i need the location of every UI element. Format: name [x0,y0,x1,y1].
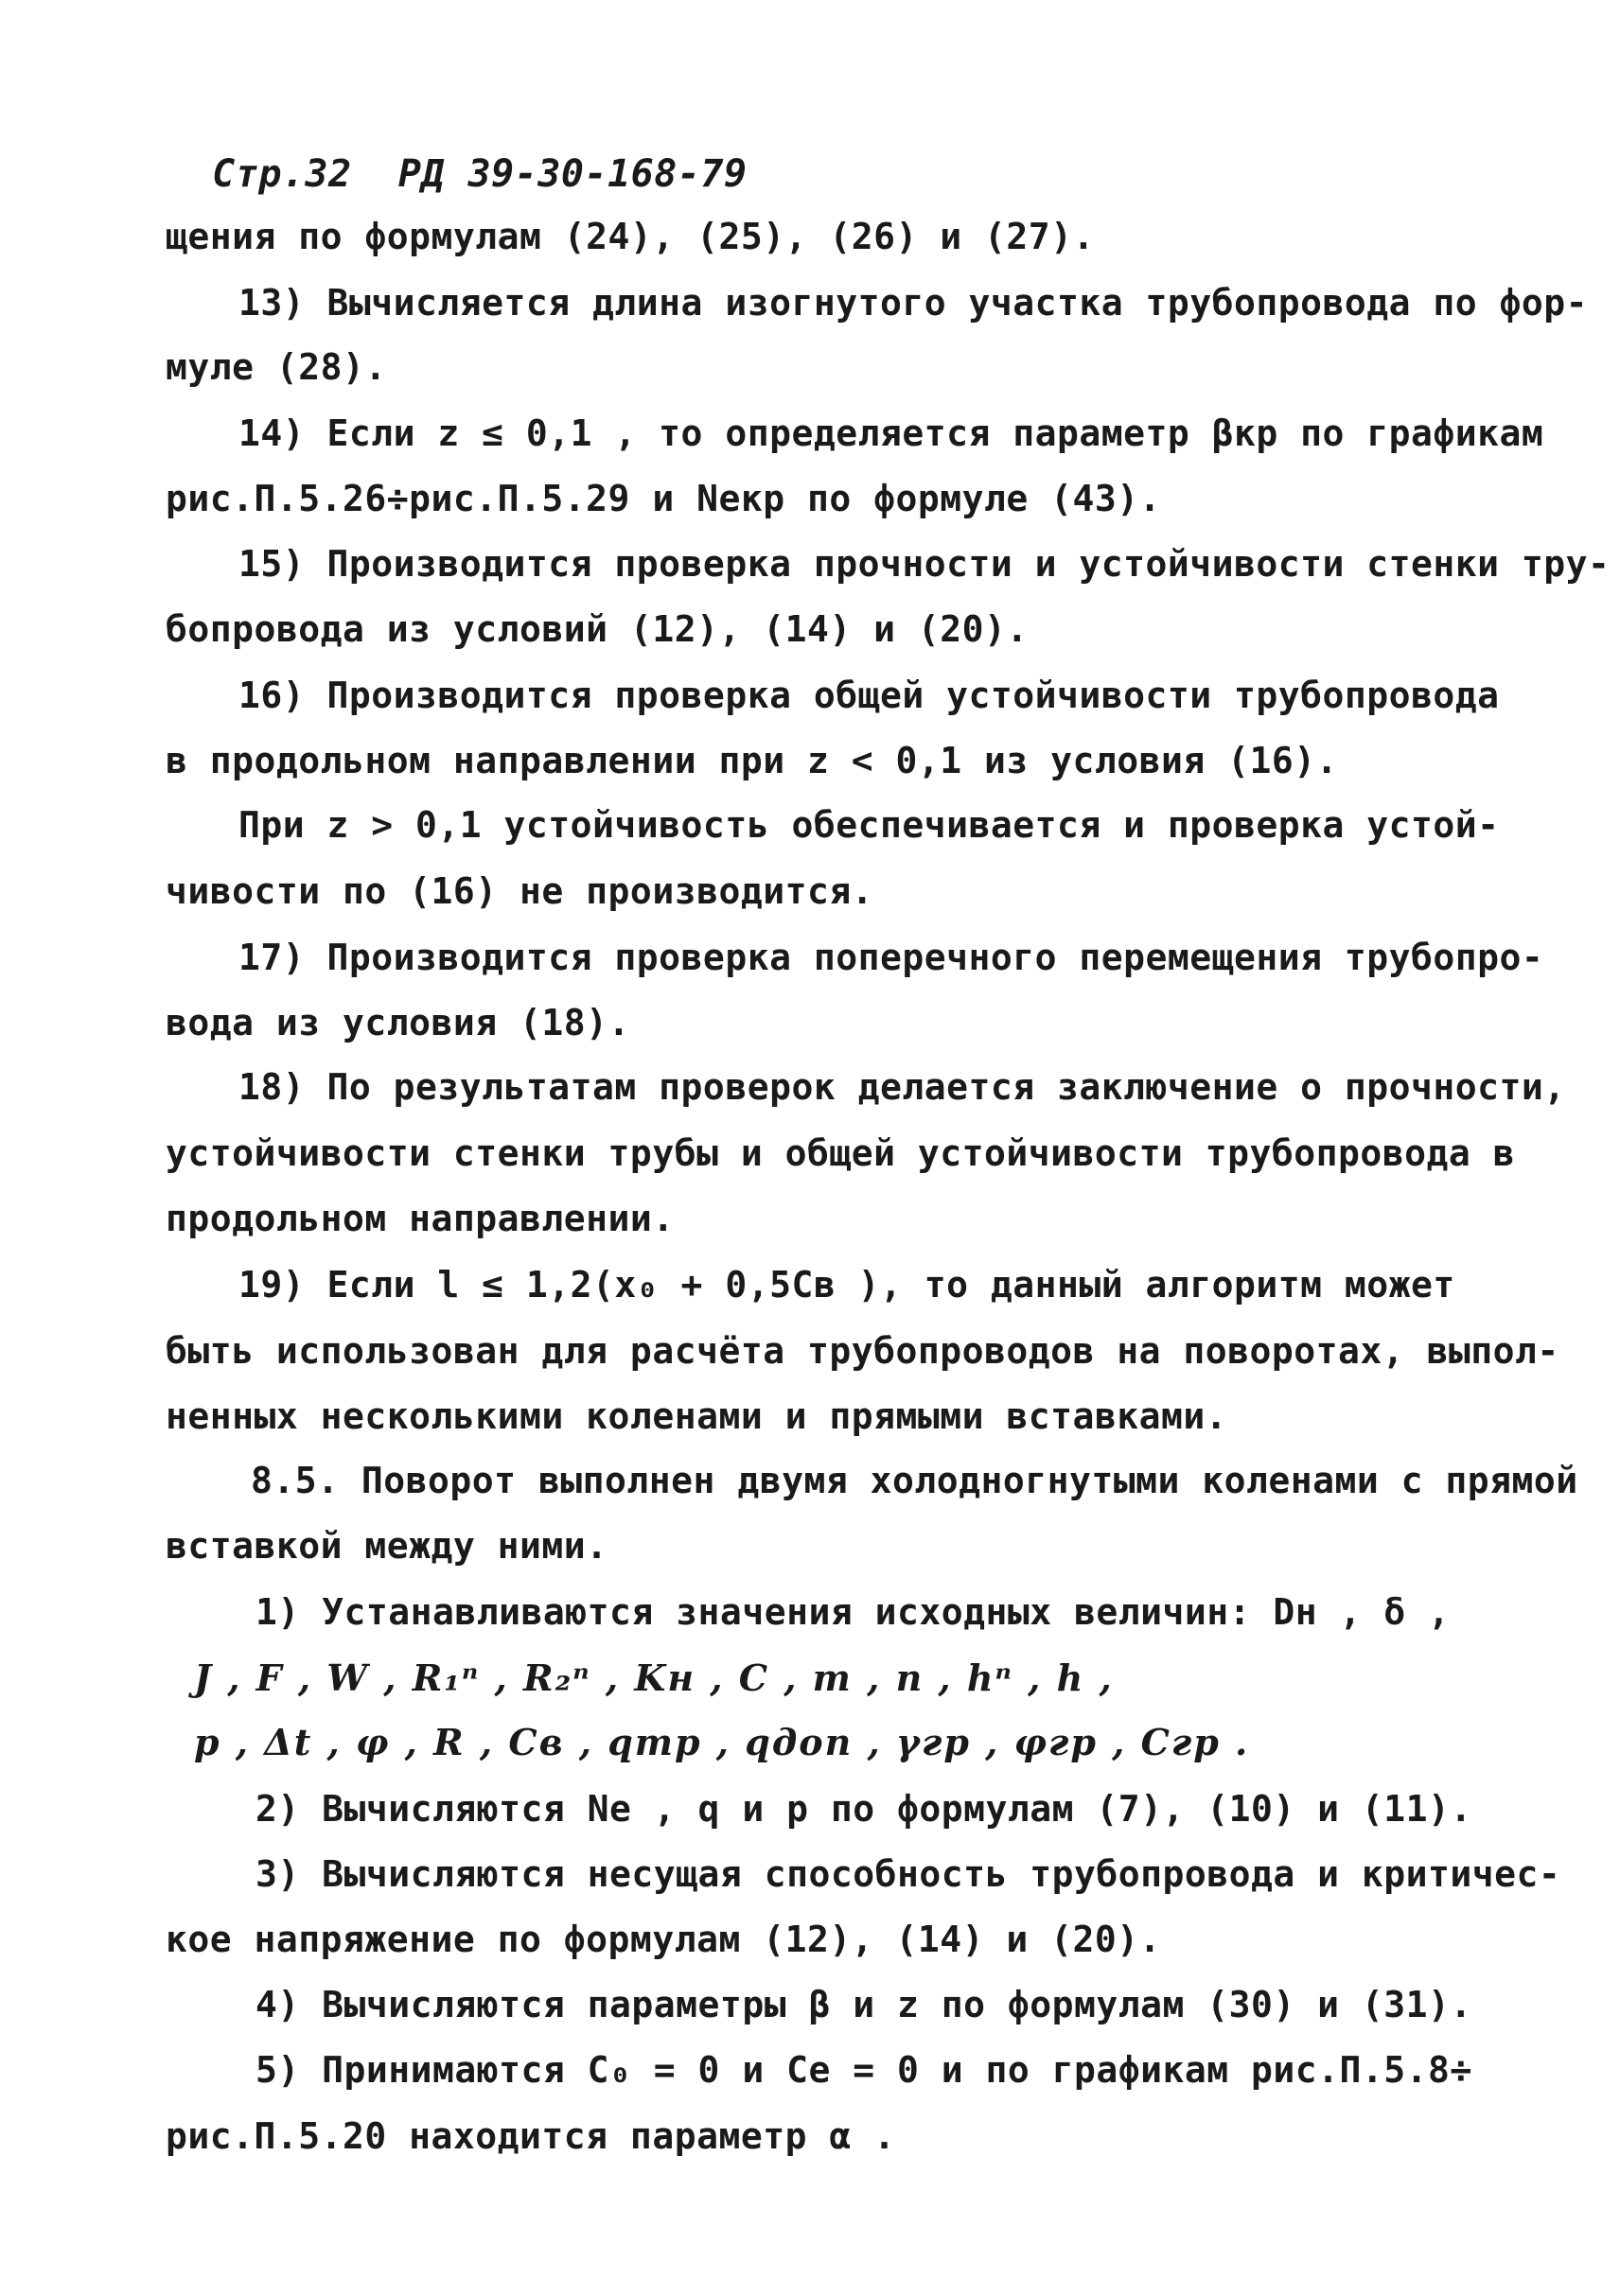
document-code: РД 39-30-168-79 [397,152,748,196]
text-line: кое напряжение по формулам (12), (14) и (20). [166,1919,1162,1960]
text-line: щения по формулам (24), (25), (26) и (27). [166,216,1095,257]
text-line: 5) Принимаются C₀ = 0 и Cе = 0 и по графикам рис.П.5.8÷ [255,2049,1472,2091]
text-line: продольном направлении. [166,1198,675,1239]
text-line: чивости по (16) не производится. [166,870,874,912]
text-line: 17) Производится проверка поперечного перемещения трубопро- [238,937,1544,978]
text-line: 16) Производится проверка общей устойчивости трубопровода [238,675,1500,716]
text-line: устойчивости стенки трубы и общей устойчивости трубопровода в [166,1132,1516,1174]
section-heading: 8.5. Поворот выполнен двумя холодногнутыми коленами с прямой [251,1460,1578,1501]
text-line: ненных несколькими коленами и прямыми вставками. [166,1395,1228,1437]
text-line: 3) Вычисляются несущая способность трубопровода и критичес- [255,1853,1561,1895]
text-line: 18) По результатам проверок делается заключение о прочности, [238,1066,1566,1108]
text-line: быть использован для расчёта трубопроводов на поворотах, выпол- [166,1330,1559,1372]
text-line: муле (28). [166,346,387,388]
page-header [166,112,748,195]
text-line: вода из условия (18). [166,1002,630,1043]
text-line: 14) Если z ≤ 0,1 , то определяется параметр βкр по графикам [238,412,1544,454]
text-line: рис.П.5.26÷рис.П.5.29 и Nекр по формуле (43). [166,478,1162,519]
text-line: бопровода из условий (12), (14) и (20). [166,608,1029,650]
text-line: в продольном направлении при z < 0,1 из условия (16). [166,740,1339,781]
text-line: 1) Устанавливаются значения исходных величин: Dн , δ , [255,1591,1451,1633]
text-line: рис.П.5.20 находится параметр α . [166,2115,896,2157]
symbols-line: J , F , W , R₁ⁿ , R₂ⁿ , Kн , C , m , n , hⁿ , h , [194,1656,1114,1699]
page-label: Стр.32 [212,152,352,196]
text-line: вставкой между ними. [166,1525,608,1567]
text-line: 15) Производится проверка прочности и устойчивости стенки тру- [238,543,1611,585]
text-line: При z > 0,1 устойчивость обеспечивается и проверка устой- [238,804,1500,846]
text-line: 19) Если l ≤ 1,2(x₀ + 0,5Cв ), то данный алгоритм может [238,1264,1455,1306]
text-line: 13) Вычисляется длина изогнутого участка трубопровода по фор- [238,282,1589,324]
symbols-line: p , Δt , φ , R , Cв , qтр , qдоп , γгр , φгр , Cгр . [194,1721,1250,1763]
text-line: 2) Вычисляются Nе , q и p по формулам (7), (10) и (11). [255,1788,1472,1830]
text-line: 4) Вычисляются параметры β и z по формулам (30) и (31). [255,1984,1472,2025]
